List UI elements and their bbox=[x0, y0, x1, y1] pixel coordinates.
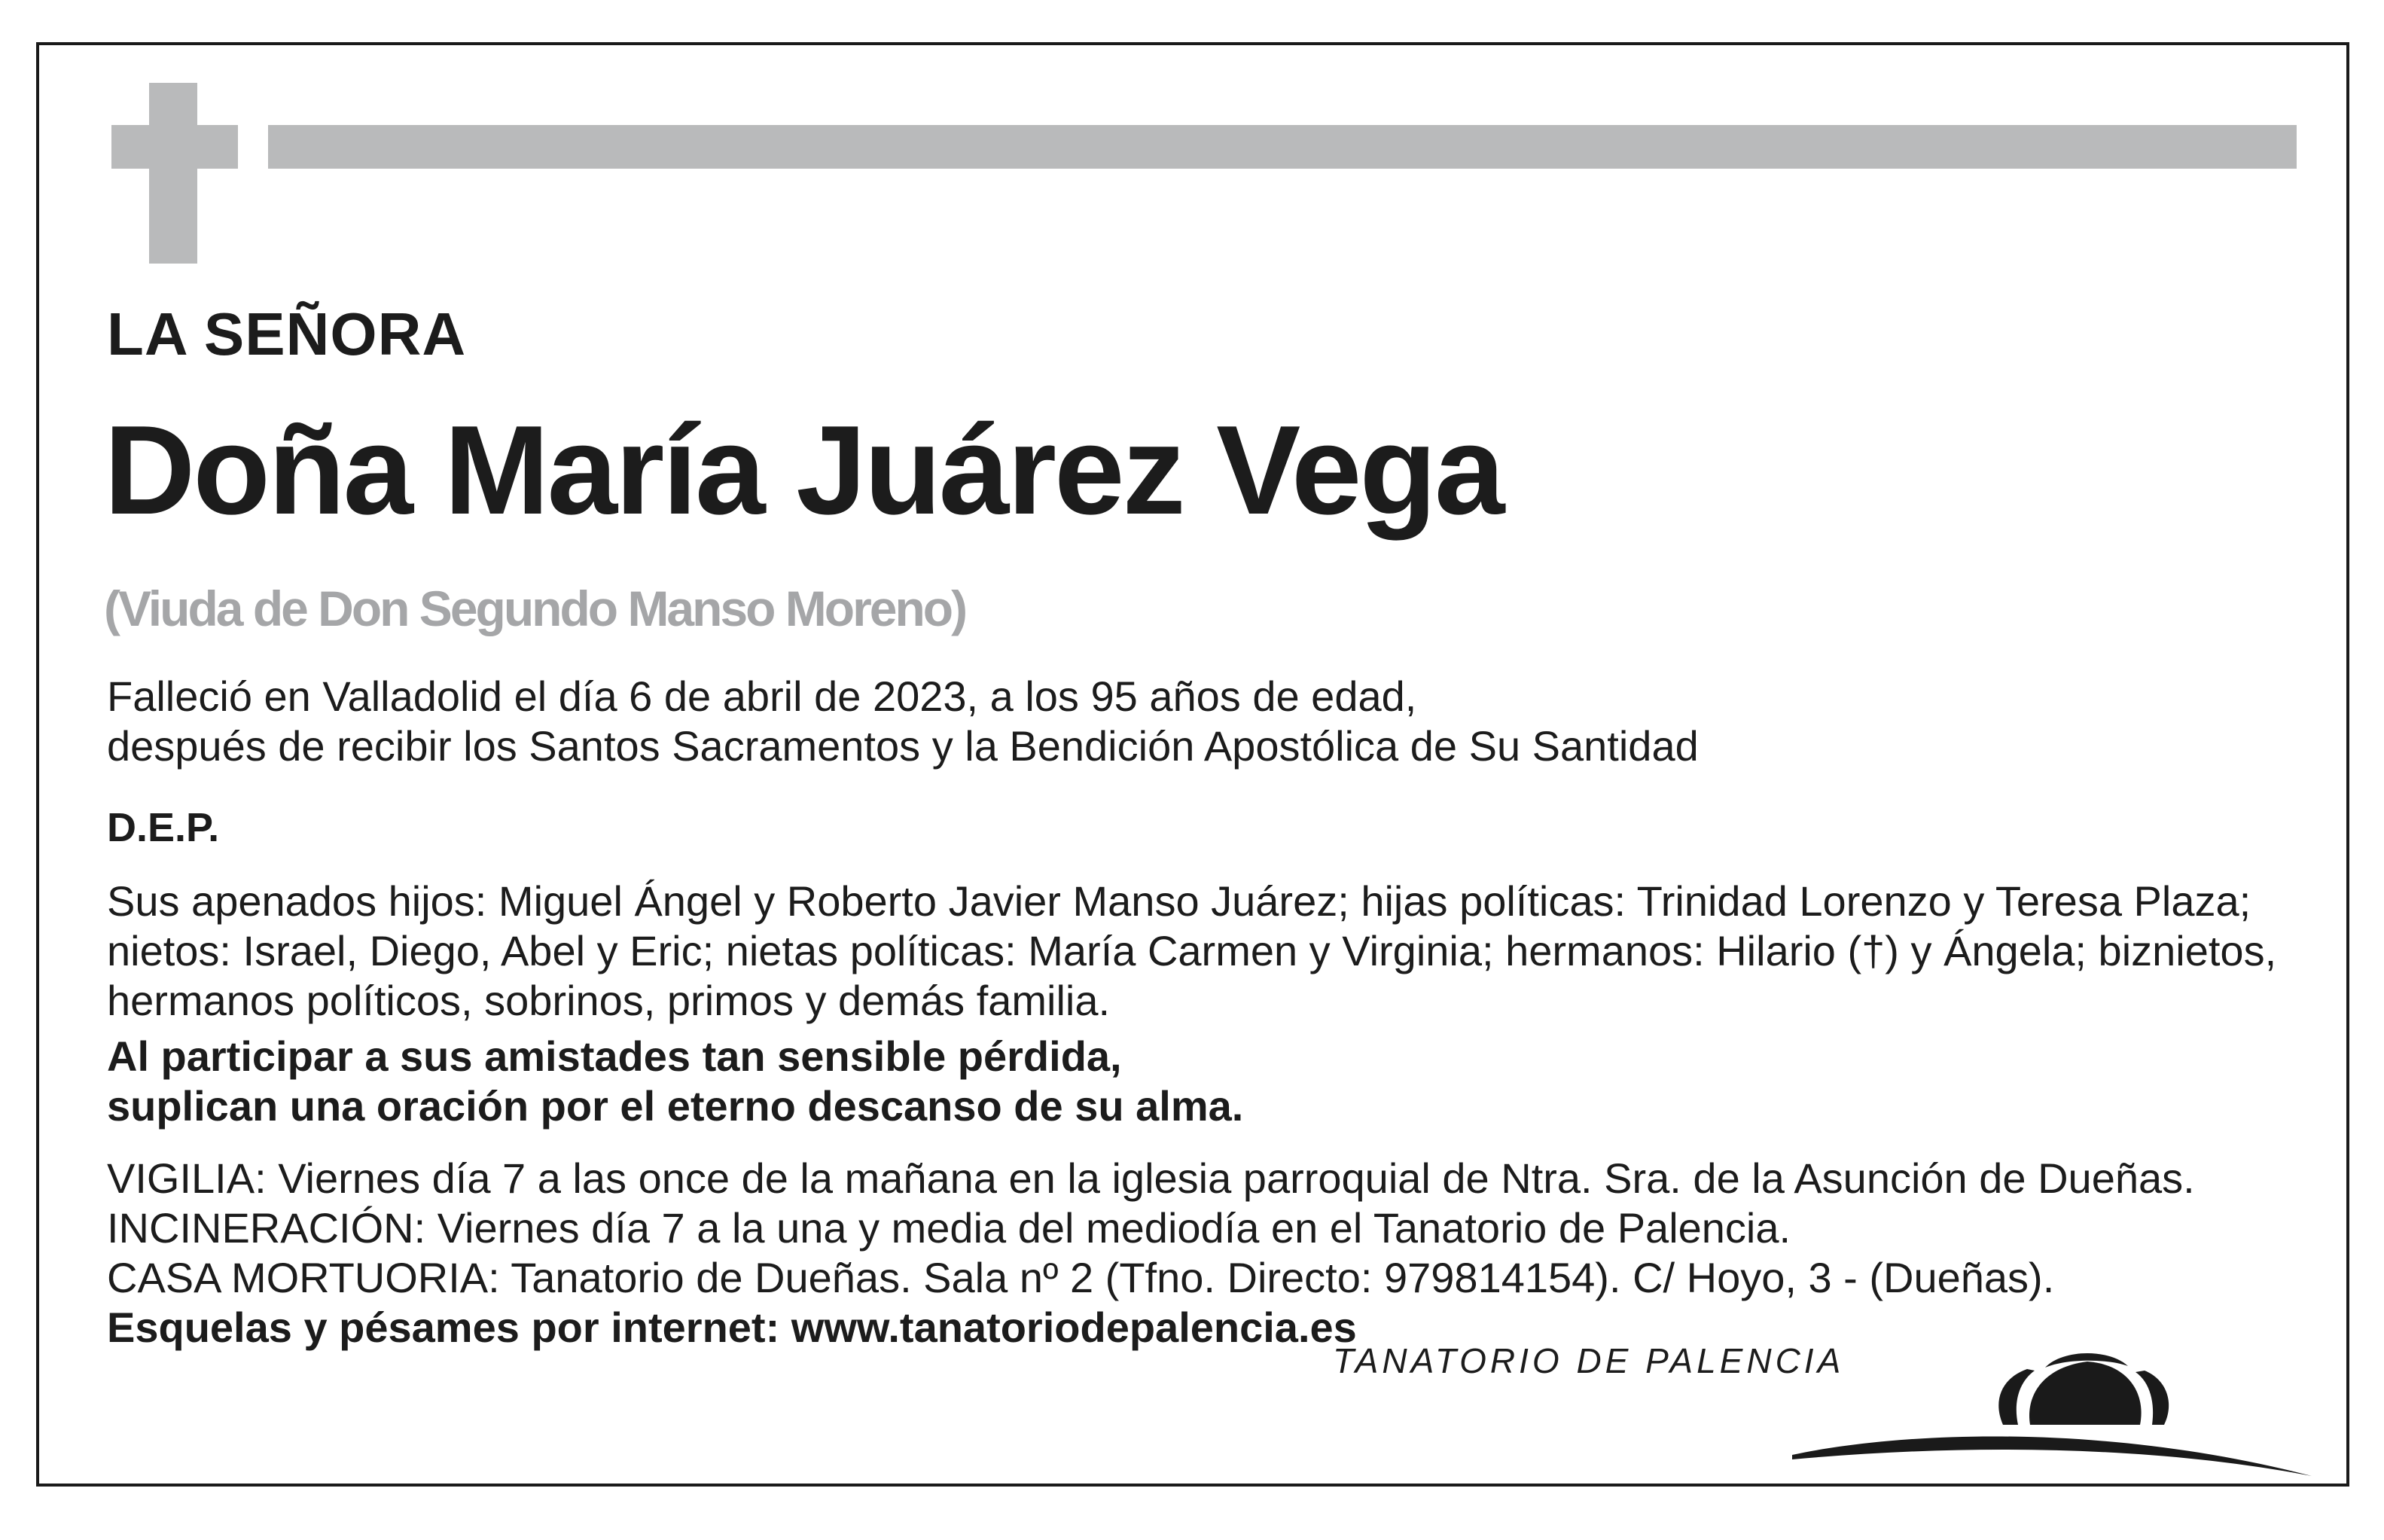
death-announcement bbox=[107, 672, 1699, 771]
cremation-info: INCINERACIÓN: Viernes día 7 a la una y media del mediodía en el Tanatorio de Palencia. bbox=[107, 1204, 1791, 1252]
request-line: Al participar a sus amistades tan sensible pérdida, bbox=[107, 1032, 1122, 1080]
death-line: después de recibir los Santos Sacramentos y la Bendición Apostólica de Su Santidad bbox=[107, 722, 1699, 770]
internet-info: Esquelas y pésames por internet: www.tanatoriodepalencia.es bbox=[107, 1304, 1357, 1351]
vigil-info: VIGILIA: Viernes día 7 a las once de la mañana en la iglesia parroquial de Ntra. Sra. de la Asunción de Dueñas. bbox=[107, 1154, 2195, 1202]
cross-icon-vertical bbox=[149, 83, 197, 264]
services-info bbox=[107, 1154, 2195, 1352]
logo-text: TANATORIO DE PALENCIA bbox=[1333, 1341, 1845, 1380]
cross-icon-horizontal bbox=[111, 125, 238, 169]
dep-label: D.E.P. bbox=[107, 805, 220, 850]
deceased-name: Doña María Juárez Vega bbox=[104, 399, 1503, 541]
honorific: LA SEÑORA bbox=[107, 300, 467, 367]
family-list: Sus apenados hijos: Miguel Ángel y Roberto Javier Manso Juárez; hijas políticas: Trinidad Lorenzo y Teresa Plaza; nietos: Israel, Diego, Abel y Eric; nietas políticas: María Carmen y Virginia; hermanos: Hilario (†) y Ángela; biznietos, hermanos políticos, sobrinos, primos y demás familia. bbox=[107, 877, 2277, 1024]
header-bar bbox=[268, 125, 2297, 169]
tanatorio-logo-icon bbox=[1792, 1325, 2319, 1491]
widow-subtitle: (Viuda de Don Segundo Manso Moreno) bbox=[104, 581, 966, 636]
request-line: suplican una oración por el eterno descanso de su alma. bbox=[107, 1082, 1244, 1130]
house-info: CASA MORTUORIA: Tanatorio de Dueñas. Sala nº 2 (Tfno. Directo: 979814154). C/ Hoyo, 3 - (Dueñas). bbox=[107, 1254, 2055, 1301]
prayer-request bbox=[107, 1032, 1243, 1131]
death-line: Falleció en Valladolid el día 6 de abril de 2023, a los 95 años de edad, bbox=[107, 672, 1417, 720]
